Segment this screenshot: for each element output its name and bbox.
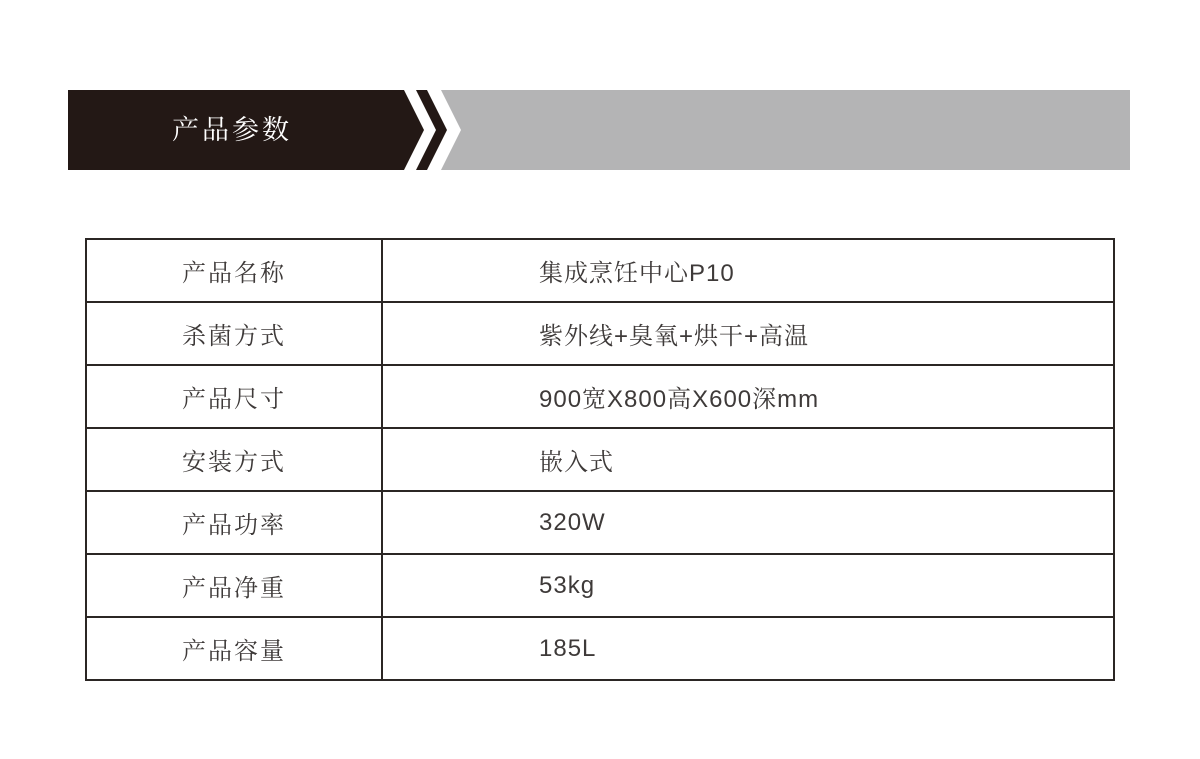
spec-table-body bbox=[86, 239, 1114, 680]
spec-value: 185L bbox=[382, 617, 1114, 680]
table-row bbox=[86, 491, 1114, 554]
table-row bbox=[86, 302, 1114, 365]
table-row bbox=[86, 617, 1114, 680]
spec-value: 嵌入式 bbox=[382, 428, 1114, 491]
section-header-banner bbox=[68, 90, 1130, 170]
spec-label: 安装方式 bbox=[86, 428, 382, 491]
gray-bar bbox=[441, 90, 1130, 170]
spec-value: 53kg bbox=[382, 554, 1114, 617]
spec-label: 杀菌方式 bbox=[86, 302, 382, 365]
table-row bbox=[86, 554, 1114, 617]
spec-value: 紫外线+臭氧+烘干+高温 bbox=[382, 302, 1114, 365]
spec-label: 产品净重 bbox=[86, 554, 382, 617]
spec-table bbox=[85, 238, 1115, 681]
table-row bbox=[86, 428, 1114, 491]
spec-label: 产品名称 bbox=[86, 239, 382, 302]
spec-value: 320W bbox=[382, 491, 1114, 554]
spec-value: 900宽X800高X600深mm bbox=[382, 365, 1114, 428]
section-title: 产品参数 bbox=[172, 115, 292, 145]
spec-label: 产品功率 bbox=[86, 491, 382, 554]
spec-value: 集成烹饪中心P10 bbox=[382, 239, 1114, 302]
table-row bbox=[86, 365, 1114, 428]
spec-label: 产品尺寸 bbox=[86, 365, 382, 428]
spec-label: 产品容量 bbox=[86, 617, 382, 680]
table-row bbox=[86, 239, 1114, 302]
